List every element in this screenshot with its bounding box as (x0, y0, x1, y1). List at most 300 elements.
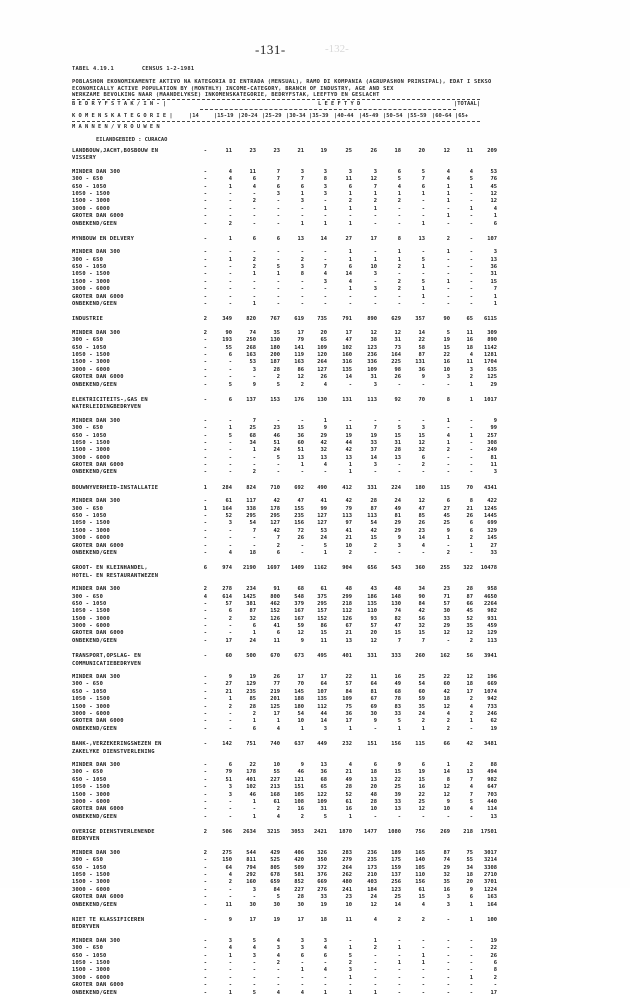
row-label: NIET TE KLASSIFICEREN (72, 916, 145, 923)
value-cell: 904 (342, 565, 352, 572)
income-row (72, 600, 497, 608)
total-cell: 1224 (484, 886, 497, 893)
value-cell: 25 (418, 798, 425, 805)
value-cell: - (276, 278, 280, 285)
value-cell: - (203, 351, 207, 358)
value-cell: 5 (252, 937, 256, 944)
value-cell: 53 (249, 359, 256, 366)
value-cell: - (203, 681, 207, 688)
value-cell: 11 (345, 176, 352, 183)
value-cell: 21 (345, 769, 352, 776)
value-cell: - (203, 741, 207, 748)
row-label: 650 - 1050 (72, 864, 107, 871)
value-cell: 4 (323, 945, 327, 952)
income-row (72, 791, 497, 799)
value-cell: - (203, 674, 207, 681)
value-cell: - (373, 469, 377, 476)
value-cell: - (203, 417, 207, 424)
value-cell: 160 (246, 879, 256, 886)
value-cell: - (203, 549, 207, 556)
value-cell: - (397, 220, 401, 227)
value-cell: 135 (367, 600, 377, 607)
value-cell: 2421 (314, 829, 327, 836)
value-cell: 5 (469, 798, 473, 805)
industry-section (72, 148, 497, 236)
value-cell: 15 (443, 344, 450, 351)
value-cell: - (203, 462, 207, 469)
value-cell: 29 (394, 520, 401, 527)
value-cell: - (203, 148, 207, 154)
value-cell: - (228, 447, 232, 454)
value-cell: 283 (342, 849, 352, 856)
value-cell: - (323, 974, 327, 981)
value-cell: 74 (394, 608, 401, 615)
value-cell: 2 (348, 198, 352, 205)
value-cell: 18 (370, 769, 377, 776)
row-label: ZAKELYKE DIENSTVERLENING (72, 748, 155, 755)
value-cell: 890 (367, 316, 377, 323)
value-cell: - (446, 945, 450, 952)
value-cell: 44 (345, 439, 352, 446)
total-cell: 1281 (484, 351, 497, 358)
value-cell: - (300, 205, 304, 212)
row-label: 1050 - 1500 (72, 872, 110, 879)
income-row (72, 959, 497, 967)
value-cell: - (469, 937, 473, 944)
income-row (72, 688, 497, 696)
value-cell: 81 (394, 513, 401, 520)
value-cell: 13 (394, 454, 401, 461)
value-cell: - (323, 198, 327, 205)
value-cell: 791 (342, 316, 352, 323)
value-cell: - (397, 293, 401, 300)
value-cell: 10 (370, 264, 377, 271)
value-cell: 19 (249, 674, 256, 681)
value-cell: 1 (252, 271, 256, 278)
value-cell: 74 (249, 329, 256, 336)
value-cell: 1 (228, 256, 232, 263)
value-cell: 6 (469, 520, 473, 527)
value-cell: 33 (394, 711, 401, 717)
value-cell: - (228, 798, 232, 805)
value-cell: 27 (225, 681, 232, 688)
value-cell: - (203, 989, 207, 996)
value-cell: 79 (297, 337, 304, 344)
value-cell: 2 (300, 381, 304, 388)
value-cell: 1 (348, 813, 352, 820)
value-cell: - (469, 271, 473, 278)
value-cell: - (252, 894, 256, 901)
value-cell: - (446, 205, 450, 212)
value-cell: 9 (397, 535, 401, 542)
row-label: 1500 - 3000 (72, 447, 110, 454)
value-cell: 1 (373, 937, 377, 944)
value-cell: 28 (345, 784, 352, 791)
value-cell: 46 (297, 769, 304, 776)
value-cell: 24 (394, 498, 401, 505)
income-row (72, 857, 497, 864)
value-cell: - (203, 249, 207, 256)
value-cell: - (203, 374, 207, 381)
value-cell: - (446, 959, 450, 966)
value-cell: 1 (228, 183, 232, 190)
value-cell: 91 (273, 586, 280, 593)
total-cell: 942 (487, 696, 497, 703)
value-cell: 167 (294, 615, 304, 622)
value-cell: 4 (373, 916, 377, 923)
value-cell: 178 (270, 505, 280, 512)
value-cell: 6 (446, 498, 450, 505)
value-cell: 250 (246, 337, 256, 344)
value-cell: 45 (466, 608, 473, 615)
value-cell: 66 (443, 741, 450, 748)
income-row (72, 952, 497, 960)
value-cell: 130 (270, 337, 280, 344)
value-cell: 379 (294, 600, 304, 607)
total-cell: 3214 (484, 857, 497, 864)
row-label: 3000 - 6000 (72, 798, 110, 805)
value-cell: - (252, 542, 256, 549)
value-cell: - (228, 462, 232, 469)
row-label: INDUSTRIE (72, 316, 104, 323)
value-cell: 152 (270, 608, 280, 615)
value-cell: - (203, 725, 207, 732)
value-cell: 37 (370, 447, 377, 454)
value-cell: 163 (294, 359, 304, 366)
value-cell: - (348, 381, 352, 388)
value-cell: 84 (273, 886, 280, 893)
total-cell: 88 (490, 761, 497, 768)
value-cell: 26 (418, 520, 425, 527)
value-cell: 81 (370, 688, 377, 695)
total-cell: 1 (493, 301, 497, 308)
value-cell: 852 (294, 879, 304, 886)
total-cell: 125 (487, 374, 497, 381)
total-cell: 982 (487, 776, 497, 783)
value-cell: - (203, 535, 207, 542)
value-cell: 135 (342, 366, 352, 373)
value-cell: 33 (370, 439, 377, 446)
total-cell: 2 (493, 974, 497, 981)
value-cell: 56 (418, 615, 425, 622)
total-cell: 15 (490, 278, 497, 285)
value-cell: - (252, 974, 256, 981)
value-cell: 15 (394, 630, 401, 637)
value-cell: - (203, 256, 207, 263)
value-cell: 5 (469, 176, 473, 183)
total-cell: 17501 (480, 829, 497, 836)
row-label: 300 - 650 (72, 425, 104, 432)
row-label: ONBEKEND/GEEN (72, 469, 117, 476)
value-cell: - (203, 425, 207, 432)
value-cell: 87 (370, 505, 377, 512)
value-cell: 6 (348, 183, 352, 190)
value-cell: 1 (373, 256, 377, 263)
income-row (72, 447, 497, 454)
value-cell: 108 (294, 798, 304, 805)
value-cell: 13 (394, 806, 401, 813)
value-cell: 24 (418, 711, 425, 717)
value-cell: 5 (421, 278, 425, 285)
value-cell: 2 (469, 711, 473, 717)
income-row (72, 462, 497, 469)
total-cell: 1445 (484, 513, 497, 520)
value-cell: - (203, 213, 207, 220)
value-cell: - (252, 213, 256, 220)
value-cell: 92 (394, 396, 401, 403)
value-cell: - (203, 974, 207, 981)
value-cell: 75 (345, 703, 352, 710)
value-cell: 401 (342, 653, 352, 660)
value-cell: 18 (443, 696, 450, 703)
value-cell: - (397, 549, 401, 556)
value-cell: 13 (370, 776, 377, 783)
value-cell: 2 (373, 198, 377, 205)
value-cell: 1425 (243, 593, 256, 600)
value-cell: - (373, 278, 377, 285)
value-cell: 2 (276, 374, 280, 381)
section-name-continuation (72, 661, 492, 668)
row-label: 1050 - 1500 (72, 439, 110, 446)
value-cell: 260 (415, 653, 425, 660)
value-cell: 36 (418, 366, 425, 373)
value-cell: 11 (370, 674, 377, 681)
value-cell: 49 (345, 776, 352, 783)
value-cell: 495 (317, 653, 327, 660)
value-cell: 224 (391, 484, 401, 491)
value-cell: 1080 (388, 829, 401, 836)
value-cell: - (469, 417, 473, 424)
value-cell: 3 (469, 366, 473, 373)
value-cell: 1 (469, 901, 473, 908)
income-row (72, 630, 497, 637)
value-cell: 85 (418, 513, 425, 520)
value-cell: 31 (394, 337, 401, 344)
row-label: 1500 - 3000 (72, 703, 110, 710)
stub-header-1: B E D R Y F S T A K / I N - | (72, 101, 167, 107)
value-cell: - (228, 249, 232, 256)
section-total-row (72, 148, 497, 155)
value-cell: 262 (342, 872, 352, 879)
value-cell: 2 (373, 945, 377, 952)
value-cell: - (228, 439, 232, 446)
value-cell: 87 (418, 351, 425, 358)
value-cell: 767 (270, 316, 280, 323)
value-cell: 184 (367, 886, 377, 893)
value-cell: 15 (418, 776, 425, 783)
value-cell: - (469, 982, 473, 989)
value-cell: 4 (469, 168, 473, 175)
value-cell: 19 (370, 432, 377, 439)
value-cell: - (421, 982, 425, 989)
value-cell: 480 (342, 879, 352, 886)
age-column-header: |35-39 (309, 113, 329, 119)
value-cell: 11 (225, 901, 232, 908)
value-cell: 11 (225, 148, 232, 154)
value-cell: 4 (446, 168, 450, 175)
value-cell: 70 (418, 396, 425, 403)
value-cell: 28 (249, 703, 256, 710)
value-cell: 1 (446, 535, 450, 542)
value-cell: - (469, 264, 473, 271)
income-row (72, 286, 497, 293)
value-cell: 490 (317, 484, 327, 491)
value-cell: 20 (320, 329, 327, 336)
value-cell: 3 (446, 894, 450, 901)
income-row (72, 901, 497, 909)
value-cell: - (203, 937, 207, 944)
value-cell: - (203, 513, 207, 520)
value-cell: 9 (446, 527, 450, 534)
value-cell: - (276, 462, 280, 469)
value-cell: 99 (320, 505, 327, 512)
total-cell: 129 (487, 630, 497, 637)
value-cell: 56 (466, 653, 473, 660)
total-cell: 3 (493, 469, 497, 476)
value-cell: - (203, 454, 207, 461)
value-cell: - (228, 198, 232, 205)
value-cell: - (203, 432, 207, 439)
income-row (72, 784, 497, 791)
row-label: ONBEKEND/GEEN (72, 301, 117, 308)
value-cell: 1 (252, 813, 256, 820)
total-cell: 22 (490, 945, 497, 952)
value-cell: 1 (397, 945, 401, 952)
value-cell: 4 (469, 351, 473, 358)
value-cell: 275 (222, 849, 232, 856)
income-row (72, 798, 497, 806)
value-cell: 5 (276, 454, 280, 461)
value-cell: 145 (294, 688, 304, 695)
value-cell: - (323, 256, 327, 263)
value-cell: 1 (469, 974, 473, 981)
total-cell: 196 (487, 674, 497, 681)
value-cell: 264 (342, 864, 352, 871)
value-cell: 5 (421, 168, 425, 175)
total-cell: 1245 (484, 505, 497, 512)
value-cell: 16 (345, 806, 352, 813)
value-cell: 678 (270, 872, 280, 879)
value-cell: 4 (228, 168, 232, 175)
value-cell: 23 (273, 425, 280, 432)
value-cell: - (421, 271, 425, 278)
value-cell: - (446, 425, 450, 432)
value-cell: - (276, 286, 280, 293)
value-cell: 24 (273, 447, 280, 454)
value-cell: - (348, 982, 352, 989)
value-cell: 60 (418, 688, 425, 695)
value-cell: 1 (421, 725, 425, 732)
value-cell: - (469, 301, 473, 308)
value-cell: 60 (297, 439, 304, 446)
value-cell: - (397, 974, 401, 981)
value-cell: 292 (246, 872, 256, 879)
value-cell: - (203, 198, 207, 205)
value-cell: 20 (370, 630, 377, 637)
section-total-row (72, 396, 497, 404)
section-name-continuation (72, 749, 492, 756)
value-cell: - (203, 967, 207, 974)
value-cell: 61 (273, 798, 280, 805)
total-cell: 163 (487, 894, 497, 901)
value-cell: 17 (297, 674, 304, 681)
value-cell: 28 (370, 798, 377, 805)
income-row (72, 776, 497, 784)
value-cell: - (228, 278, 232, 285)
value-cell: 22 (443, 674, 450, 681)
value-cell: 3 (300, 945, 304, 952)
value-cell: - (276, 469, 280, 476)
value-cell: - (203, 608, 207, 615)
value-cell: 19 (443, 337, 450, 344)
value-cell: 1 (397, 256, 401, 263)
income-row (72, 190, 497, 198)
total-cell: 2264 (484, 600, 497, 607)
value-cell: - (446, 220, 450, 227)
value-cell: - (300, 469, 304, 476)
income-row (72, 505, 497, 513)
row-label: 1050 - 1500 (72, 520, 110, 527)
value-cell: 2 (421, 462, 425, 469)
value-cell: 3 (397, 542, 401, 549)
value-cell: 32 (443, 872, 450, 879)
value-cell: 1 (348, 190, 352, 197)
value-cell: - (203, 183, 207, 190)
value-cell: - (228, 623, 232, 630)
value-cell: 79 (225, 769, 232, 776)
total-cell: 8 (493, 967, 497, 974)
income-row (72, 359, 497, 366)
value-cell: - (228, 967, 232, 974)
value-cell: 112 (342, 608, 352, 615)
value-cell: 15 (370, 535, 377, 542)
value-cell: 331 (367, 484, 377, 491)
value-cell: 74 (443, 857, 450, 864)
value-cell: 11 (466, 359, 473, 366)
row-label: BANK-,VERZEKERINGSWEZEN EN (72, 741, 162, 748)
value-cell: - (203, 813, 207, 820)
section-total-row (72, 829, 497, 836)
value-cell: - (397, 967, 401, 974)
value-cell: 2 (252, 256, 256, 263)
table-id: TABEL 4.19.1 (72, 66, 114, 72)
income-row (72, 637, 497, 645)
page-number: -131- (255, 42, 286, 57)
value-cell: - (252, 967, 256, 974)
value-cell: 44 (320, 711, 327, 717)
value-cell: 156 (294, 520, 304, 527)
value-cell: 2 (469, 374, 473, 381)
value-cell: 331 (367, 653, 377, 660)
value-cell: 2 (276, 806, 280, 813)
value-cell: 12 (370, 176, 377, 183)
value-cell: - (203, 176, 207, 183)
value-cell: 1 (323, 989, 327, 996)
stub-header-2: K O M E N S K A T E G O R I E | (72, 113, 173, 119)
value-cell: - (228, 630, 232, 637)
value-cell: 449 (317, 741, 327, 748)
value-cell: 5 (323, 813, 327, 820)
age-column-header: |50-54 (383, 113, 403, 119)
value-cell: 6 (373, 761, 377, 768)
value-cell: 1 (421, 293, 425, 300)
value-cell: 25 (394, 894, 401, 901)
value-cell: 35 (443, 879, 450, 886)
total-cell: 3941 (484, 653, 497, 660)
value-cell: - (469, 425, 473, 432)
row-label: GROTER DAN 6000 (72, 894, 124, 901)
value-cell: - (469, 249, 473, 256)
